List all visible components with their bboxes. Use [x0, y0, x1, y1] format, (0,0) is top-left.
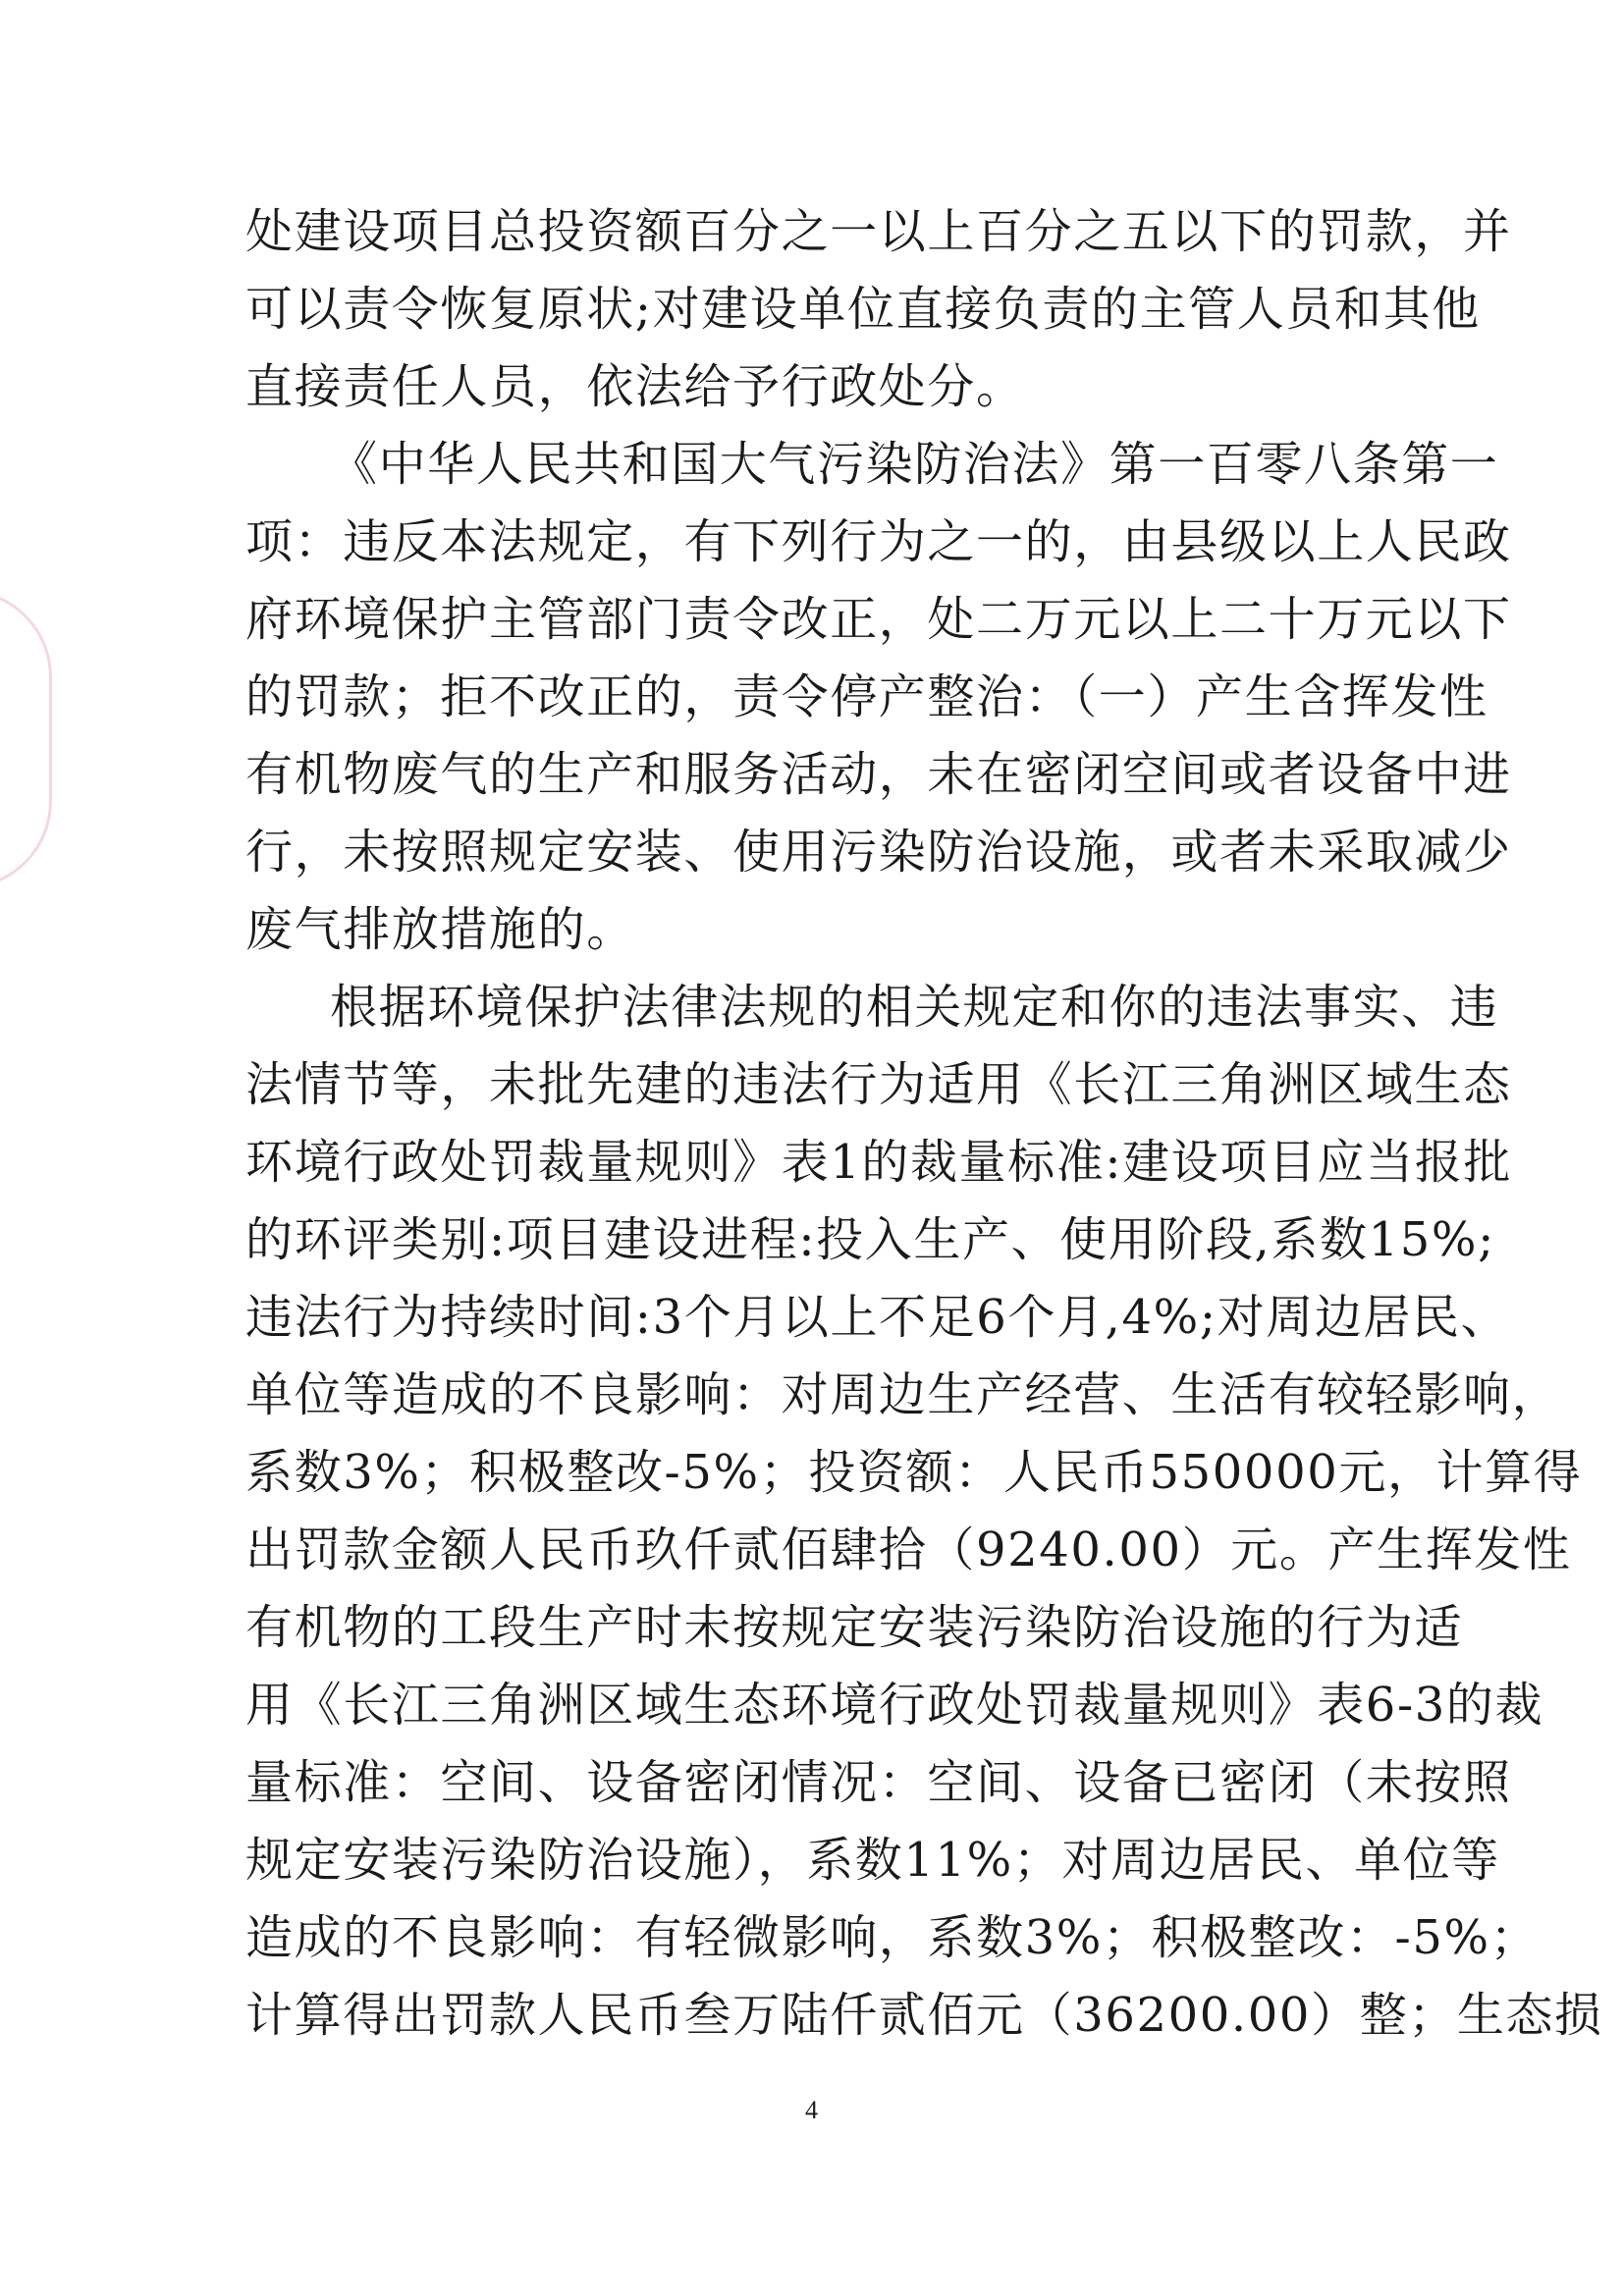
text-line: 废气排放措施的。 [245, 902, 635, 957]
text-line: 有机物的工段生产时未按规定安装污染防治设施的行为适 [245, 1600, 1464, 1655]
official-seal-fragment [0, 589, 52, 889]
text-line: 行，未按照规定安装、使用污染防治设施，或者未采取减少 [245, 825, 1512, 880]
text-line: 计算得出罚款人民币叁万陆仟贰佰元（36200.00）整；生态损 [245, 1988, 1603, 2043]
page-number: 4 [805, 2096, 818, 2124]
text-line: 单位等造成的不良影响：对周边生产经营、生活有较轻影响， [245, 1367, 1561, 1422]
text-line: 环境行政处罚裁量规则》表1的裁量标准:建设项目应当报批 [245, 1135, 1512, 1190]
text-line: 可以责令恢复原状;对建设单位直接负责的主管人员和其他 [245, 282, 1481, 337]
text-line: 违法行为持续时间:3个月以上不足6个月,4%;对周边居民、 [245, 1290, 1510, 1345]
text-line: 项：违反本法规定，有下列行为之一的，由县级以上人民政 [245, 514, 1512, 569]
text-line: 规定安装污染防治设施），系数11%；对周边居民、单位等 [245, 1833, 1500, 1888]
text-line: 的罚款；拒不改正的，责令停产整治：（一）产生含挥发性 [245, 669, 1488, 724]
paragraph-first-line: 《中华人民共和国大气污染防治法》第一百零八条第一 [330, 437, 1499, 492]
text-line: 直接责任人员，依法给予行政处分。 [245, 359, 1025, 414]
text-line: 用《长江三角洲区域生态环境行政处罚裁量规则》表6-3的裁 [245, 1678, 1544, 1733]
text-line: 的环评类别:项目建设进程:投入生产、使用阶段,系数15%; [245, 1212, 1495, 1267]
paragraph-first-line: 根据环境保护法律法规的相关规定和你的违法事实、违 [330, 980, 1499, 1035]
text-line: 量标准：空间、设备密闭情况：空间、设备已密闭（未按照 [245, 1755, 1512, 1810]
text-line: 府环境保护主管部门责令改正，处二万元以上二十万元以下 [245, 592, 1512, 647]
text-line: 处建设项目总投资额百分之一以上百分之五以下的罚款，并 [245, 204, 1512, 259]
text-line: 造成的不良影响：有轻微影响，系数3%；积极整改：-5%； [245, 1910, 1540, 1965]
text-line: 系数3%；积极整改-5%；投资额：人民币550000元，计算得 [245, 1445, 1583, 1500]
text-line: 有机物废气的生产和服务活动，未在密闭空间或者设备中进 [245, 747, 1512, 802]
text-line: 出罚款金额人民币玖仟贰佰肆拾（9240.00）元。产生挥发性 [245, 1522, 1572, 1577]
text-line: 法情节等，未批先建的违法行为适用《长江三角洲区域生态 [245, 1057, 1512, 1112]
